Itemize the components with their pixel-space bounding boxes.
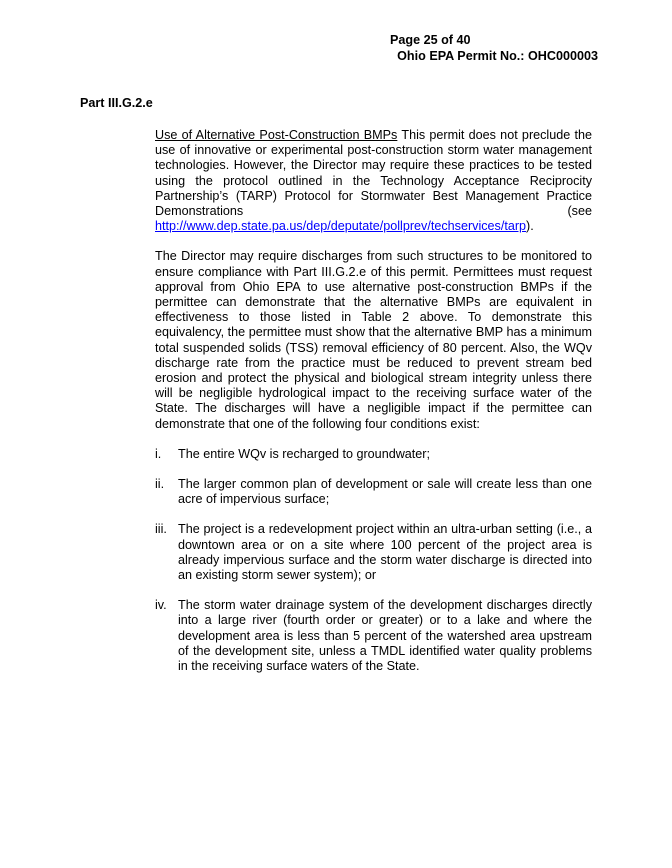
paragraph-alternative-bmps [155,128,592,234]
paragraph-body: This permit does not preclude the use of innovative or experimental post-construction storm water management technologies. However, the Director may require these practices to be tested using the protocol outlined in the Technology Acceptance Reciprocity Partnership’s (TARP) Protocol for Stormwater Best Management Practice Demonstrations (see [155,128,592,219]
permit-number: Ohio EPA Permit No.: OHC000003 [397,49,598,63]
paragraph-title: Use of Alternative Post-Construction BMPs [155,128,398,142]
list-item-text: The entire WQv is recharged to groundwater; [178,446,430,461]
paragraph-monitoring: The Director may require discharges from such structures to be monitored to ensure compliance with Part III.G.2.e of this permit. Permittees must request approval from Ohio EPA to use alternative post-construction BMPs if the permittee can demonstrate that the alternative BMPs are equivalent in effectiveness to those listed in Table 2 above. To demonstrate this equivalency, the permittee must show that the alternative BMP has a minimum total suspended solids (TSS) removal efficiency of 80 percent. Also, the WQv discharge rate from the practice must be reduced to prevent stream bed erosion and protect the physical and biological stream integrity unless there will be negligible hydrological impact to the receiving surface water of the State. The discharges will have a negligible impact if the permittee can demonstrate that one of the following four conditions exist: [155,249,592,431]
list-item [155,447,592,462]
list-marker: ii. [155,477,165,492]
list-marker: iii. [155,522,167,537]
paragraph-tail: ). [526,219,534,234]
section-heading: Part III.G.2.e [80,96,153,110]
page-number: Page 25 of 40 [390,33,471,47]
list-marker: iv. [155,598,167,613]
list-item [155,598,592,674]
conditions-list [155,447,592,674]
list-item-text: The larger common plan of development or sale will create less than one acre of impervious surface; [178,477,592,507]
list-item-text: The storm water drainage system of the development discharges directly into a large river (fourth order or greater) or to a lake and where the development area is less than 5 percent of the watershed area upstream of the development site, unless a TMDL identified water quality problems in the receiving surface waters of the State. [178,598,592,674]
document-body [155,128,592,689]
list-item [155,477,592,507]
page-header [338,32,598,64]
list-item-text: The project is a redevelopment project within an ultra-urban setting (i.e., a downtown area or on a site where 100 percent of the project area is already impervious surface and the storm water discharge is directed into an existing storm sewer system); or [178,522,592,583]
list-item [155,522,592,583]
list-marker: i. [155,446,162,461]
tarp-link[interactable]: http://www.dep.state.pa.us/dep/deputate/pollprev/techservices/tarp [155,219,527,234]
